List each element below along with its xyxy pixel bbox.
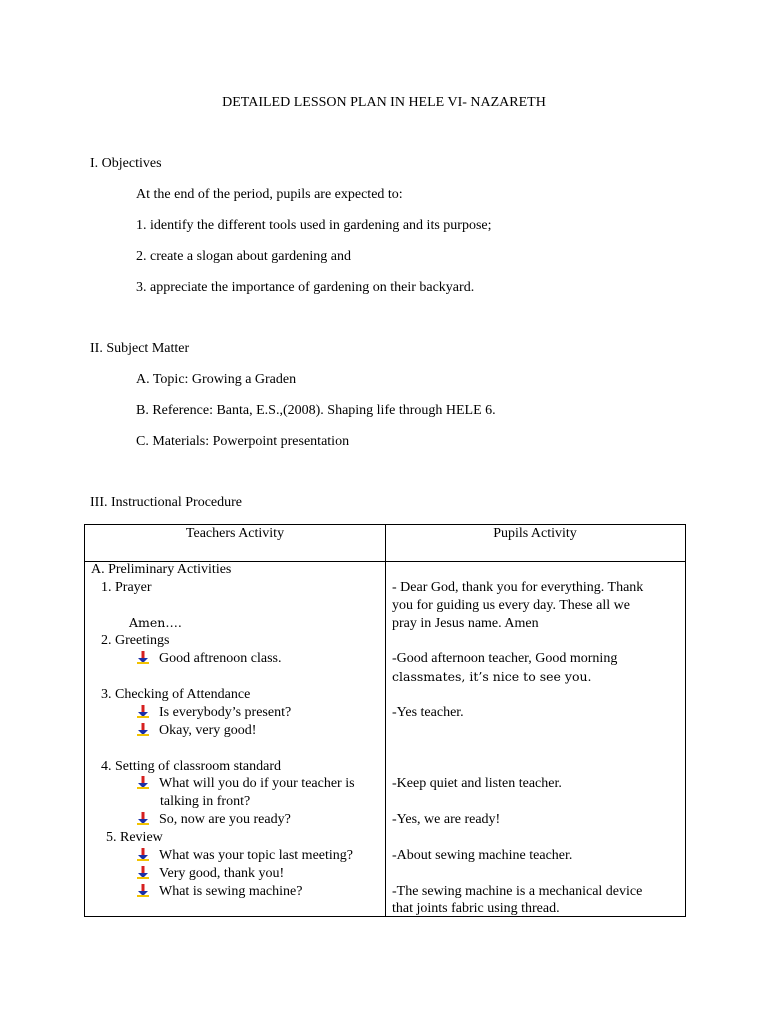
arrow-bullet-icon [137,776,149,789]
teacher-greetings: 2. Greetings [101,633,170,648]
subject-matter-item: B. Reference: Banta, E.S.,(2008). Shaping life through HELE 6. [136,403,496,418]
teacher-std-1b: talking in front? [160,794,251,809]
subject-matter-heading: II. Subject Matter [90,341,190,356]
pupil-prayer-2: you for guiding us every day. These all we [392,598,630,613]
teacher-rev-line [137,865,284,883]
objective-item: 1. identify the different tools used in gardening and its purpose; [136,218,492,233]
pupil-rev-1: -About sewing machine teacher. [392,848,573,863]
column-header-pupils [385,525,685,561]
objectives-heading: I. Objectives [90,156,162,171]
arrow-bullet-icon [137,848,149,861]
teacher-att-line [137,704,291,722]
procedure-heading: III. Instructional Procedure [90,495,242,510]
column-divider [385,525,386,916]
subject-matter-item: C. Materials: Powerpoint presentation [136,434,350,449]
arrow-bullet-icon [137,884,149,897]
pupil-prayer-1: - Dear God, thank you for everything. Thank [392,580,644,595]
objective-item: 2. create a slogan about gardening and [136,249,351,264]
arrow-bullet-icon [137,812,149,825]
pupil-std-2: -Yes, we are ready! [392,812,501,827]
column-header-pupils-label: Pupils Activity [493,526,577,541]
procedure-table [84,524,686,917]
objectives-intro: At the end of the period, pupils are expected to: [136,187,403,202]
teacher-std-line [137,775,355,793]
teacher-greet-line [137,650,281,668]
teacher-attendance: 3. Checking of Attendance [101,687,251,702]
arrow-bullet-icon [137,723,149,736]
pupil-rev-3b: that joints fabric using thread. [392,901,560,916]
teacher-rev-1: What was your topic last meeting? [159,848,353,863]
objective-item: 3. appreciate the importance of gardening on their backyard. [136,280,475,295]
teacher-preliminary: A. Preliminary Activities [91,562,232,577]
arrow-bullet-icon [137,651,149,664]
column-header-teacher [85,525,385,561]
teacher-att-1: Is everybody’s present? [159,705,292,720]
teacher-standard: 4. Setting of classroom standard [101,759,282,774]
teacher-amen: Amen…. [129,615,182,630]
teacher-prayer: 1. Prayer [101,580,152,595]
teacher-att-2: Okay, very good! [159,723,257,738]
teacher-std-line [137,811,291,829]
pupil-rev-3a: -The sewing machine is a mechanical device [392,884,643,899]
teacher-std-2: So, now are you ready? [159,812,291,827]
pupil-greet-1: -Good afternoon teacher, Good morning [392,651,618,666]
teacher-rev-2: Very good, thank you! [159,866,285,881]
column-header-teacher-label: Teachers Activity [185,526,285,541]
teacher-rev-line [137,847,353,865]
arrow-bullet-icon [137,866,149,879]
teacher-std-1a: What will you do if your teacher is [159,776,355,791]
pupil-att: -Yes teacher. [392,705,464,720]
pupil-std-1: -Keep quiet and listen teacher. [392,776,562,791]
teacher-rev-3: What is sewing machine? [159,884,303,899]
document-title: DETAILED LESSON PLAN IN HELE VI- NAZARETH [222,95,546,110]
teacher-greet-text: Good aftrenoon class. [159,651,282,666]
pupil-prayer-3: pray in Jesus name. Amen [392,616,539,631]
arrow-bullet-icon [137,705,149,718]
subject-matter-item: A. Topic: Growing a Graden [136,372,297,387]
teacher-att-line [137,722,256,740]
teacher-review: 5. Review [106,830,163,845]
pupil-greet-2: classmates, it’s nice to see you. [392,669,592,684]
teacher-rev-line [137,883,302,901]
